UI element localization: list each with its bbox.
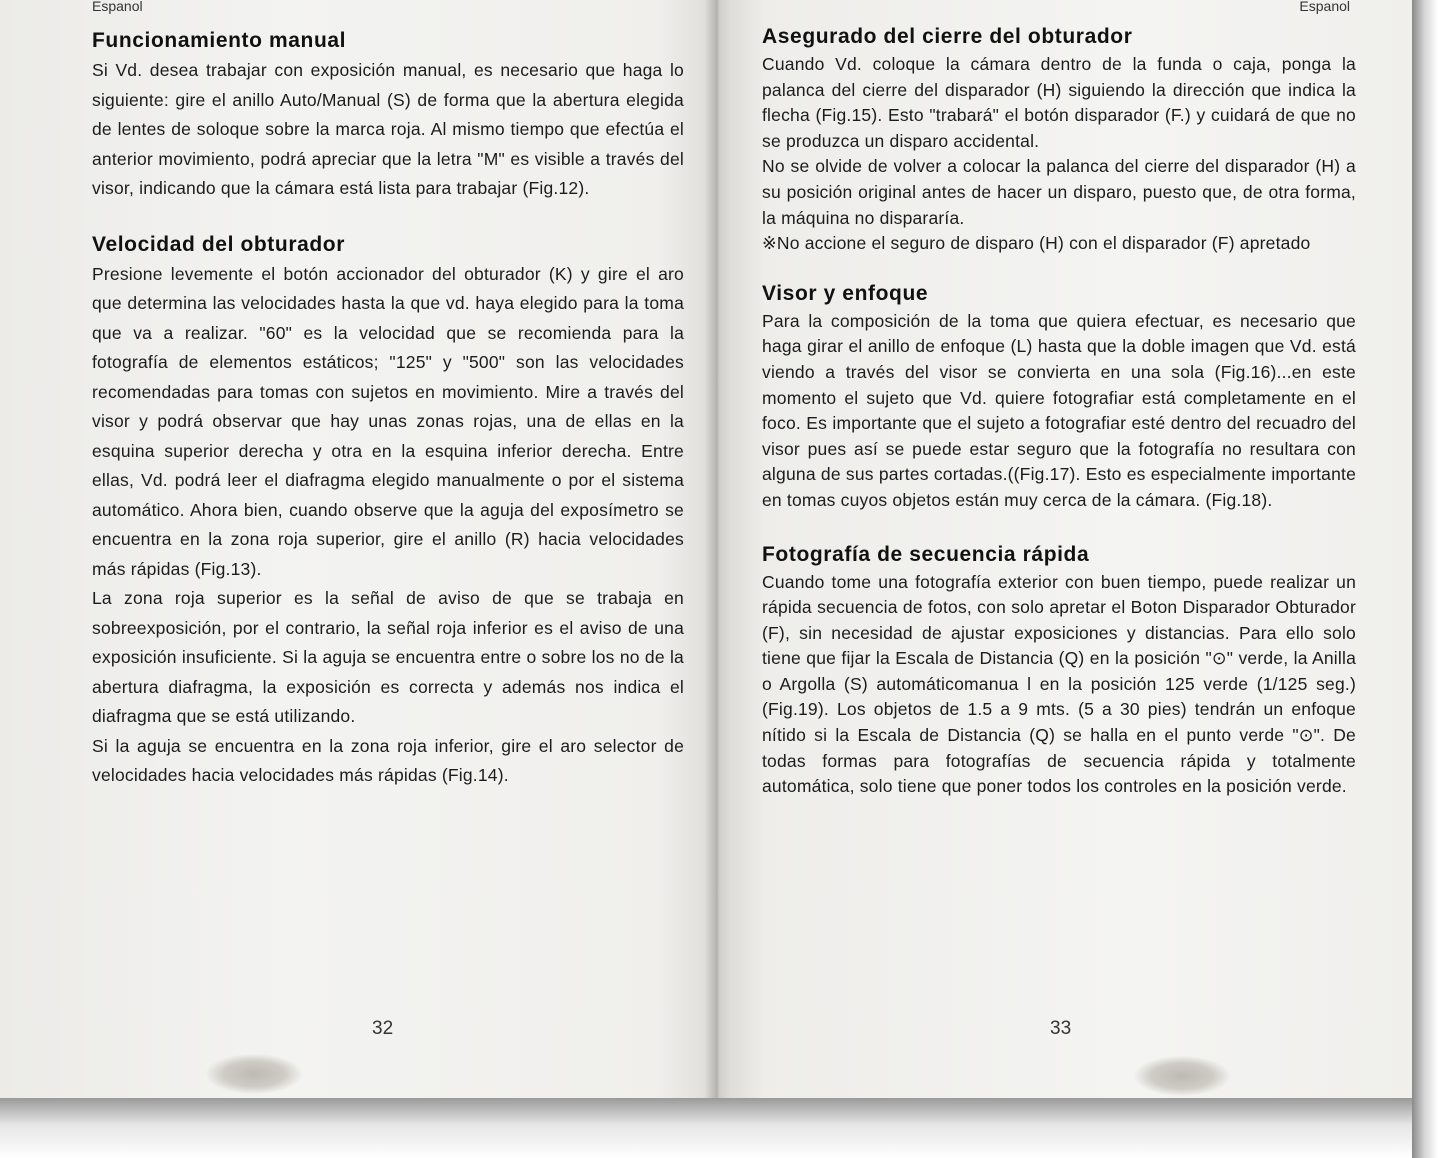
paragraph: Para la composición de la toma que quiera efectuar, es necesario que haga girar el anillo de enfoque (L) hasta que la doble imagen que Vd. está viendo a través del visor se convierta en una sola (Fig.16)...en este momento el sujeto que Vd. quiere fotografiar está completamente en el foco. Es importante que el sujeto a fotografiar esté dentro del recuadro del visor pues así se puede estar seguro que la fotografía no resultara con alguna de sus partes cortadas.((Fig.17). Esto es especialmente importante en tomas cuyos objetos están muy cerca de la cámara. (Fig.18). — [762, 310, 1356, 510]
page-shadow-bottom — [0, 1098, 1438, 1158]
left-page — [0, 0, 716, 1098]
section-heading-visor-enfoque: Visor y enfoque — [762, 281, 929, 305]
page-number: 32 — [372, 1018, 394, 1039]
paragraph: No se olvide de volver a colocar la palanca del cierre del disparador (H) a su posición original antes de hacer un disparo, puesto que, de otra forma, la máquina no dispararía. — [762, 156, 1356, 228]
paragraph: Cuando tome una fotografía exterior con buen tiempo, puede realizar un rápida secuencia de fotos, con solo apretar el Boton Disparador Obturador (F), sin necesidad de ajustar exposiciones y distancias. Para ello solo tiene que fijar la Escala de Distancia (Q) en la posición "⊙" verde, la Anilla o Argolla (S) automáticomanua l en la posición 125 verde (1/125 seg.) (Fig.19). Los objetos de 1.5 a 9 mts. (5 a 30 pies) tendrán un enfoque nítido si la Escala de Distancia (Q) se halla en el punto verde "⊙". De todas formas para fotografías de secuencia rápida y totalmente automática, solo tiene que poner todos los controles en la posición verde. — [762, 571, 1356, 797]
binding-gutter — [704, 0, 730, 1098]
section-heading-velocidad-obturador: Velocidad del obturador — [92, 232, 346, 256]
paragraph: Presione levemente el botón accionador del obturador (K) y gire el aro que determina las velocidades hasta la que vd. haya elegido para la toma que va a realizar. "60" es la velocidad que se recomienda para la fotografía de elementos estáticos; "125" y "500" son las velocidades recomendadas para tomas con sujetos en movimiento. Mire a través del visor y podrá observar que hay unas zonas rojas, una de ellas en la esquina superior derecha y otra en la esquina inferior derecha. Entre ellas, Vd. podrá leer el diafragma elegido manualmente o por el sistema automático. Ahora bien, cuando observe que la aguja del exposímetro se encuentra en la zona roja superior, gire el anillo (R) hacia velocidades más rápidas (Fig.13). — [92, 263, 684, 579]
right-page-content — [762, 22, 1356, 800]
paragraph: Si la aguja se encuentra en la zona roja inferior, gire el aro selector de velocidades hacia velocidades más rápidas (Fig.14). — [92, 735, 684, 785]
paragraph-note: ※No accione el seguro de disparo (H) con el disparador (F) apretado — [762, 233, 1311, 254]
left-page-content — [92, 26, 684, 791]
ink-stamp-mark — [1134, 1056, 1230, 1096]
section-heading-funcionamiento-manual: Funcionamiento manual — [92, 29, 347, 52]
ink-stamp-mark — [206, 1054, 302, 1094]
language-label: Espanol — [92, 0, 143, 14]
section-heading-asegurado-cierre: Asegurado del cierre del obturador — [762, 25, 1133, 48]
page-shadow-right — [1412, 0, 1438, 1158]
paragraph: La zona roja superior es la señal de aviso de que se trabaja en sobreexposición, por el contrario, la señal roja inferior es el aviso de una exposición insuficiente. Si la aguja se encuentra entre o sobre los no de la abertura diafragma, la exposición es correcta y además nos indica el diafragma que se está utilizando. — [92, 588, 684, 726]
paragraph: Si Vd. desea trabajar con exposición manual, es necesario que haga lo siguiente: gire el anillo Auto/Manual (S) de forma que la abertura elegida de lentes de soloque sobre la marca roja. Al mismo tiempo que efectúa el anterior movimiento, podrá apreciar que la letra "M" es visible a través del visor, indicando que la cámara está lista para trabajar (Fig.12). — [92, 60, 684, 198]
right-page — [716, 0, 1412, 1098]
section-heading-secuencia-rapida: Fotografía de secuencia rápida — [762, 542, 1090, 566]
language-label: Espanol — [1299, 0, 1350, 14]
paragraph: Cuando Vd. coloque la cámara dentro de la funda o caja, ponga la palanca del cierre del disparador (H) siguiendo la dirección que indica la flecha (Fig.15). Esto "trabará" el botón disparador (F.) y cuidará de que no se produzca un disparo accidental. — [762, 54, 1356, 151]
page-number: 33 — [1050, 1018, 1072, 1039]
